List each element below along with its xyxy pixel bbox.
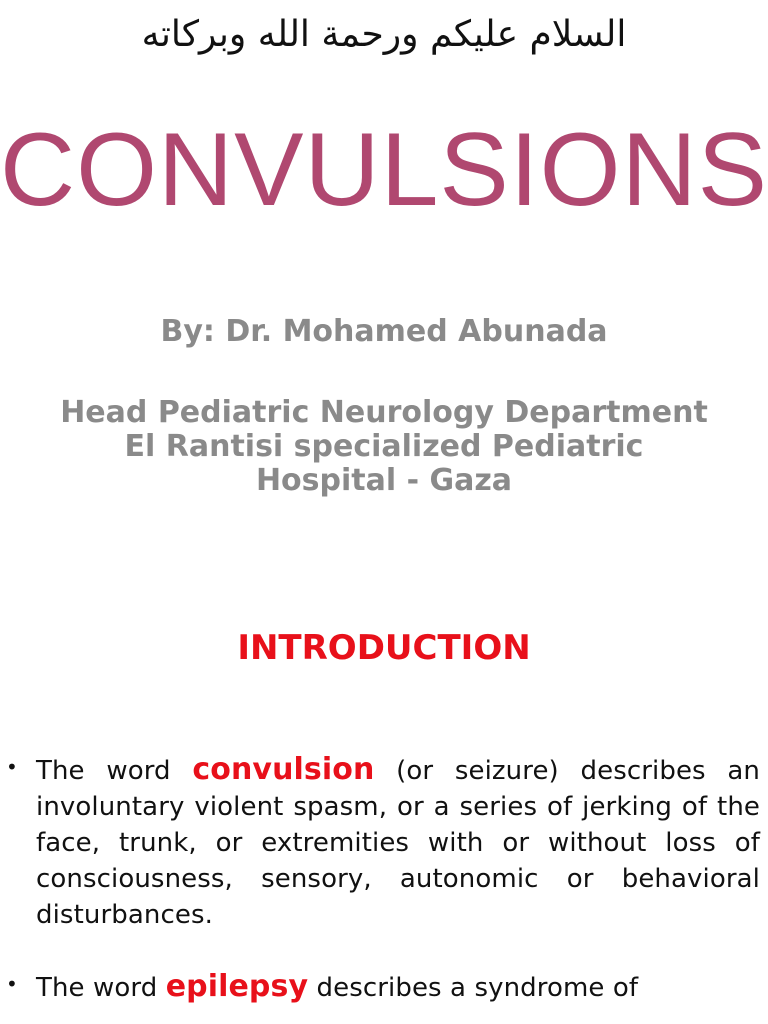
affiliation-block <box>0 396 768 498</box>
section-heading: INTRODUCTION <box>237 628 531 668</box>
arabic-greeting: السلام عليكم ورحمة الله وبركاته <box>141 14 627 55</box>
bullet-text-before: The word <box>36 756 193 786</box>
bullet-list <box>0 752 768 1006</box>
bullet-item <box>0 752 768 933</box>
bullet-dot-icon: • <box>6 755 18 779</box>
bullet-keyword: convulsion <box>192 752 375 787</box>
affiliation-line-3: Hospital - Gaza <box>255 463 513 498</box>
bullet-keyword: epilepsy <box>165 969 309 1004</box>
bullet-text-after: describes a syndrome of <box>308 973 639 1003</box>
bullet-text-after: (or seizure) describes an involuntary violent spasm, or a series of jerking of the face, trunk, or extremities with or without loss of consciousness, sensory, autonomic or behavioral disturbances. <box>36 756 760 930</box>
bullet-dot-icon: • <box>6 972 18 996</box>
author-line: By: Dr. Mohamed Abunada <box>160 314 608 349</box>
bullet-item <box>0 969 768 1006</box>
affiliation-line-2: El Rantisi specialized Pediatric <box>124 429 644 464</box>
bullet-text-before: The word <box>36 973 166 1003</box>
page-title: CONVULSIONS <box>0 112 768 228</box>
affiliation-line-1: Head Pediatric Neurology Department <box>60 395 708 430</box>
